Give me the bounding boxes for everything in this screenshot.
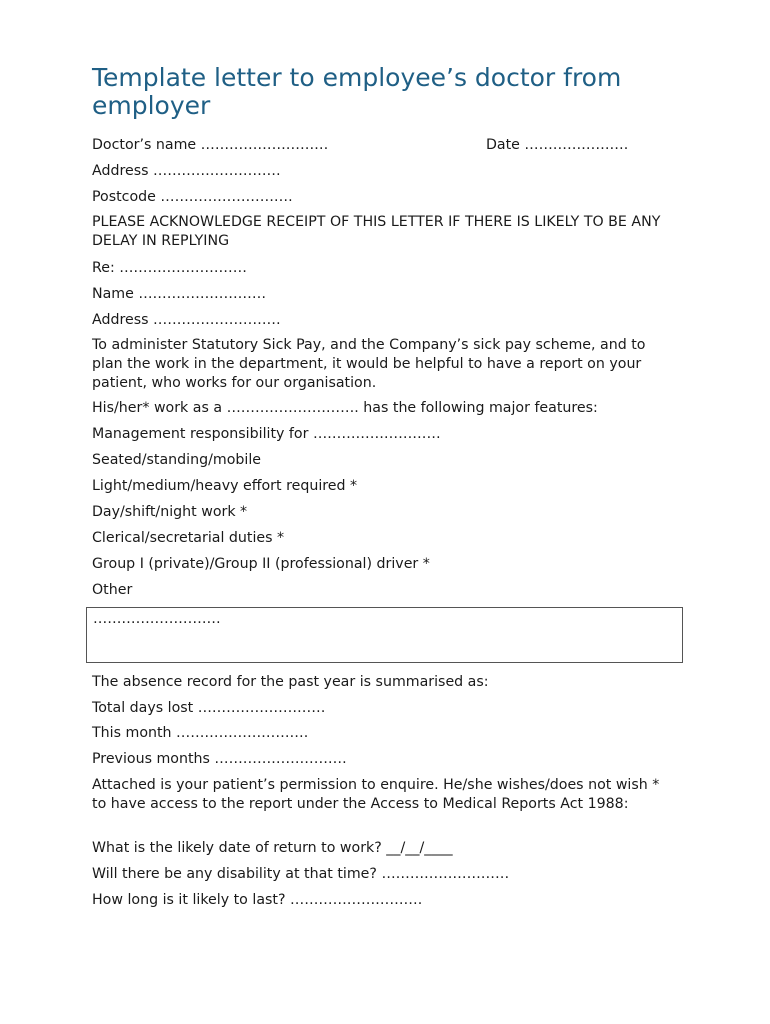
other-details-text: ……………………… [93, 611, 221, 627]
absence-intro: The absence record for the past year is summarised as: [92, 674, 489, 690]
letter-title: Template letter to employee’s doctor from employer [92, 63, 622, 120]
feature-shift: Day/shift/night work * [92, 504, 248, 520]
previous-months-field: Previous months ………………………. [92, 751, 347, 767]
return-date-question: What is the likely date of return to work? __/__/____ [92, 840, 453, 856]
employee-name-field: Name ……………………… [92, 286, 267, 302]
this-month-field: This month ………………………. [92, 725, 309, 741]
address-field: Address ……………………… [92, 163, 281, 179]
employee-address-field: Address ……………………… [92, 312, 281, 328]
work-as-line: His/her* work as a ………………………. has the following major features: [92, 400, 598, 416]
other-details-box [86, 607, 683, 663]
total-days-field: Total days lost ……………………… [92, 700, 326, 716]
duration-question: How long is it likely to last? ………………………. [92, 892, 423, 908]
re-field: Re: ……………………… [92, 260, 247, 276]
feature-effort: Light/medium/heavy effort required * [92, 478, 358, 494]
permission-paragraph: Attached is your patient’s permission to enquire. He/she wishes/does not wish * to have access to the report under the Access to Medical Reports Act 1988: [92, 777, 660, 812]
feature-other: Other [92, 582, 133, 598]
feature-clerical: Clerical/secretarial duties * [92, 530, 285, 546]
feature-driver: Group I (private)/Group II (professional) driver * [92, 556, 430, 572]
acknowledge-notice: PLEASE ACKNOWLEDGE RECEIPT OF THIS LETTER IF THERE IS LIKELY TO BE ANY DELAY IN REPLYING [92, 214, 661, 249]
doctor-name-field: Doctor’s name ……………………… [92, 137, 329, 153]
disability-question: Will there be any disability at that time? ……………………… [92, 866, 510, 882]
feature-position: Seated/standing/mobile [92, 452, 261, 468]
postcode-field: Postcode ………………………. [92, 189, 293, 205]
intro-paragraph: To administer Statutory Sick Pay, and the Company’s sick pay scheme, and to plan the work in the department, it would be helpful to have a report on your patient, who works for our organisation. [92, 337, 646, 391]
date-field: Date …………………. [486, 137, 629, 153]
feature-management: Management responsibility for ……………………… [92, 426, 441, 442]
